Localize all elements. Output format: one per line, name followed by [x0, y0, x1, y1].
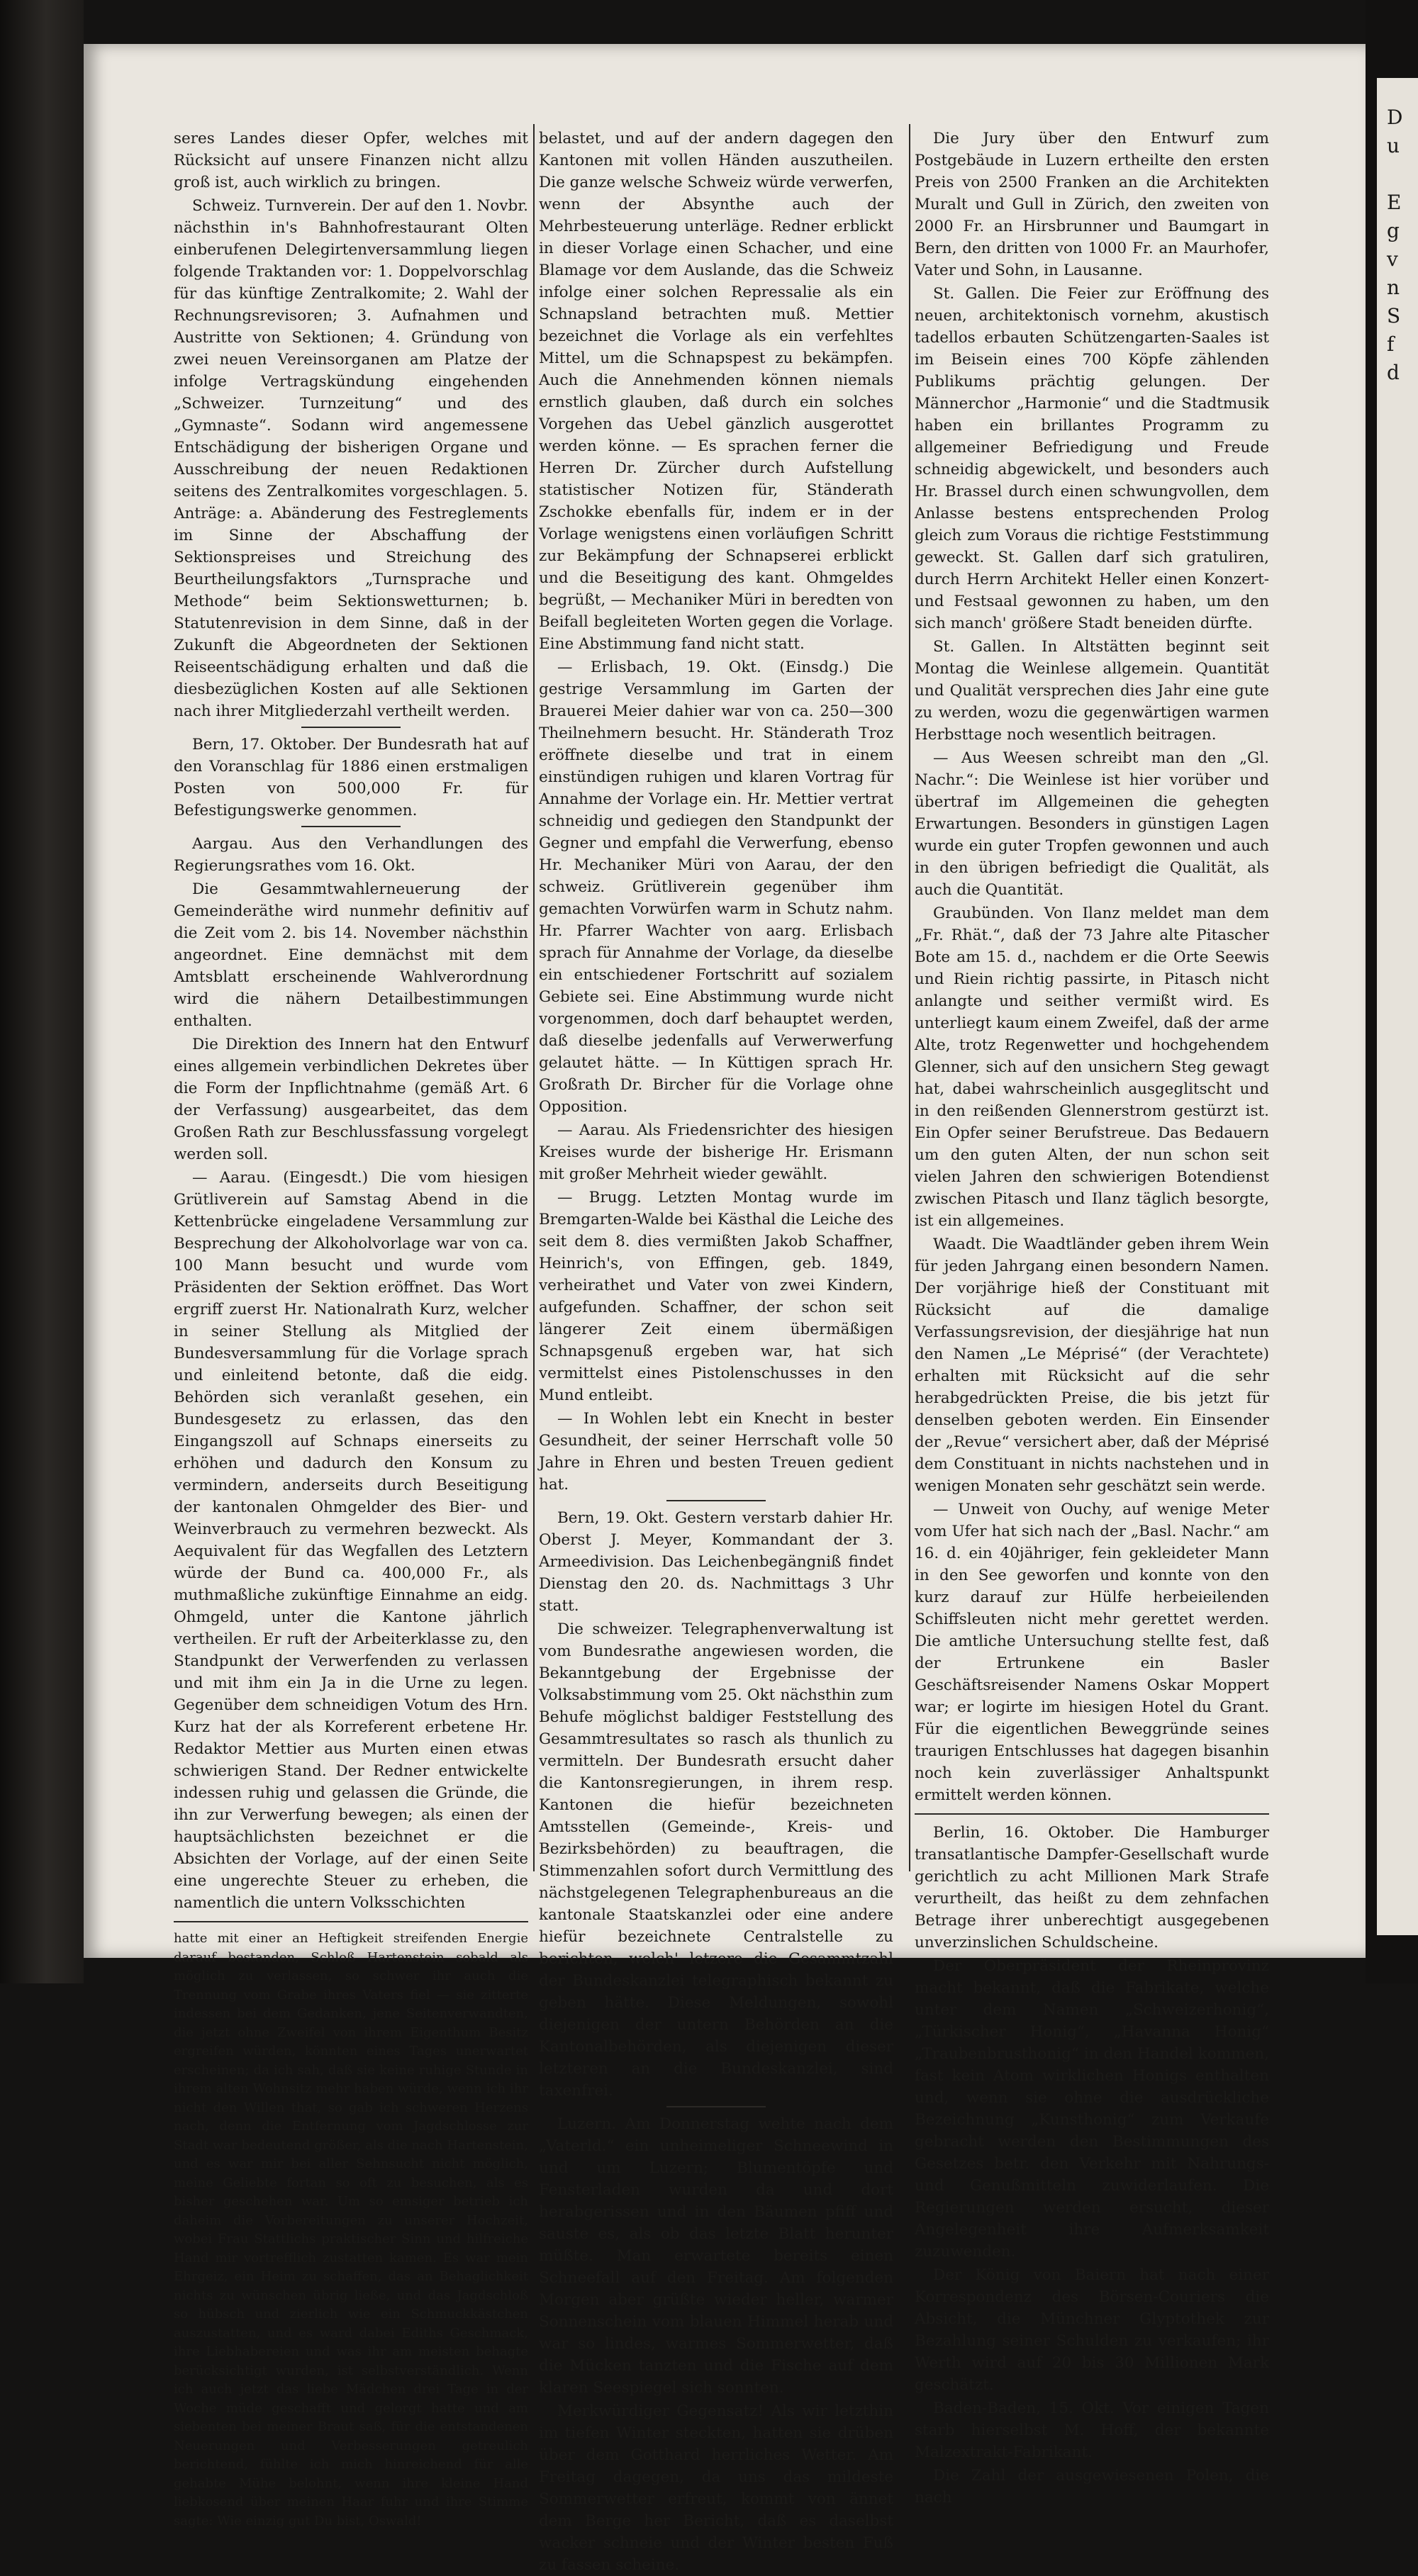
column-2 [539, 128, 894, 2574]
article-weesen: — Aus Weesen schreibt man den „Gl. Nachr.“: Die Weinlese ist hier vorüber und übertraf im Allgemeinen die gehegten Erwartungen. Besonders in günstigen Lagen wurde ein guter Tropfen gewonnen und auch in den übrigen befriedigt die Qualität, als auch die Quantität. [915, 749, 1269, 899]
article-separator [666, 2106, 766, 2107]
article-separator [301, 826, 401, 827]
article-graubuenden: Graubünden. Von Ilanz meldet man dem „Fr. Rhät.“, daß der 73 Jahre alte Pitascher Bote am 15. d., nachdem er die Orte Seewis und Riein richtig passirte, in Pitasch nicht anlangte und seither vermißt wird. Es unterliegt kaum einem Zweifel, daß der arme Alte, trotz Regenwetter und hochgehendem Glenner, sich auf den unsichern Steg gewagt hat, dabei wahrscheinlich ausgeglitscht und in den reißenden Glennerstrom gestürzt ist. Ein Opfer seiner Berufstreue. Das Bedauern um den guten Alten, der nun schon seit vielen Jahren den schwierigen Botendienst zwischen Pitasch und Ilanz täglich besorgte, ist ein allgemeines. [915, 905, 1269, 1230]
feuilleton-separator [174, 1921, 528, 1922]
article-paragraph: seres Landes dieser Opfer, welches mit Rücksicht auf unsere Finanzen nicht allzu groß ist, auch wirklich zu bringen. [174, 130, 528, 191]
article-paragraph: belastet, und auf der andern dagegen den Kantonen mit vollen Händen auszutheilen. Die ganze welsche Schweiz würde verwerfen, wenn der Absynthe auch der Mehrbesteuerung unterläge. Redner erblickt in dieser Vorlage einen Schacher, und eine Blamage vor dem Auslande, das die Schweiz infolge einer solchen Repressalie als ein Schnapsland betrachten muß. Mettier bezeichnet die Vorlage als ein verfehltes Mittel, um die Schnapspest zu bekämpfen. Auch die Annehmenden können niemals ernstlich glauben, daß durch ein solches Vorgehen das Uebel gänzlich ausgerottet werden könne. — Es sprachen ferner die Herren Dr. Zürcher durch Aufstellung statistischer Notizen für, Ständerath Zschokke ebenfalls für, indem er in der Vorlage wenigstens einen vorläufigen Schritt zur Bekämpfung der Schnapserei erblickt und die Beseitigung des kant. Ohmgeldes begrüßt, — Mechaniker Müri in beredten von Beifall begleiteten Worten gegen die Vorlage. Eine Abstimmung fand nicht statt. [539, 130, 894, 653]
article-paragraph: Die Gesammtwahlerneuerung der Gemeinderäthe wird nunmehr definitiv auf die Zeit vom 2. bis 14. November nächsthin angeordnet. Eine demnächst mit dem Amtsblatt erscheinende Wahlverordnung wird die nähern Detailbestimmungen enthalten. [174, 880, 528, 1030]
article-bern-17: Bern, 17. Oktober. Der Bundesrath hat auf den Voranschlag für 1886 einen erstmaligen Posten von 500,000 Fr. für Befestigungswerke genommen. [174, 736, 528, 819]
article-baiern: Der König von Baiern hat nach einer Korrespondenz des Börsen-Couriers die Absicht, die Münchner Glyptothek zur Bezahlung seiner Schulden zu verkaufen; ihr Werth wird auf 20 bis 30 Millionen Mark geschätzt. [915, 2266, 1269, 2394]
article-st-gallen-1: St. Gallen. Die Feier zur Eröffnung des neuen, architektonisch vornehm, akustisch tadellos erbauten Schützengarten-Saales ist im Beisein eines 700 Köpfe zählenden Publikums prächtig gelungen. Der Männerchor „Harmonie“ und die Stadtmusik haben ein brillantes Programm zu allgemeiner Befriedigung und Freude schneidig abgewickelt, und besonders auch Hr. Brassel durch einen schwungvollen, dem Anlasse bestens entsprechenden Prolog gleich zum Voraus die richtige Feststimmung geweckt. St. Gallen darf sich gratuliren, durch Herrn Architekt Heller einen Konzert- und Festsaal gewonnen zu haben, um den sich manch' größere Stadt beneiden dürfte. [915, 285, 1269, 632]
article-waadt: Waadt. Die Waadtländer geben ihrem Wein für jeden Jahrgang einen besondern Namen. Der vorjährige hieß der Constituant mit Rücksicht auf die damalige Verfassungsrevision, der diesjährige hat nun den Namen „Le Méprisé“ (der Verachtete) erhalten mit Rücksicht auf die sehr herabgedrückten Preise, die bis jetzt für denselben geboten werden. Ein Einsender der „Revue“ versichert aber, daß der Méprisé dem Constituant in nichts nachstehen und in wenigen Monaten sehr geschätzt sein werde. [915, 1236, 1269, 1495]
article-telegraph: Die schweizer. Telegraphenverwaltung ist vom Bundesrathe angewiesen worden, die Bekanntgebung der Ergebnisse der Volksabstimmung vom 25. Okt nächsthin zum Behufe möglichst baldiger Feststellung des Gesammtresultates so rasch als thunlich zu vermitteln. Der Bundesrath ersucht daher die Kantonsregierungen, in ihrem resp. Kantonen die hiefür bezeichneten Amtsstellen (Gemeinde-, Kreis- und Bezirksbehörden) zu beauftragen, die Stimmenzahlen sofort durch Vermittlung des nächstgelegenen Telegraphenbureaus an die kantonale Staatskanzlei oder eine andere hiefür bezeichnete Centralstelle zu berichten, welch' letzere die Gesammtzahl der Bundeskanzlei telegraphisch bekannt zu geben hätte. Diese Meldungen, sowohl diejenigen der untern Behörden an die Kantonalbehörden, als diejenigen dieser letzteren an die Bundeskanzlei, sind taxenfrei. [539, 1620, 893, 2100]
article-aarau-friedensrichter: — Aarau. Als Friedensrichter des hiesigen Kreises wurde der bisherige Hr. Erismann mit großer Mehrheit wieder gewählt. [539, 1121, 893, 1183]
article-bern-19: Bern, 19. Okt. Gestern verstarb dahier Hr. Oberst J. Meyer, Kommandant der 3. Armeedivision. Das Leichenbegängniß findet Dienstag den 20. ds. Nachmittags 3 Uhr statt. [539, 1509, 893, 1615]
column-1 [174, 128, 528, 2529]
adjacent-page-edge [1377, 78, 1418, 1935]
article-polen: Die Zahl der ausgewiesenen Polen, die nach [915, 2467, 1269, 2507]
feuilleton-text: hatte mit einer an Heftigkeit streifenden Energie darauf bestanden, Schloß Hartenstein sobald als möglich zu verlassen, so schwer ihr auch die Trennung vom Grabe ihres Vaters fiel — sie zitterte indessen bei dem Gedanken, jene Seitenverwandten, die jetzt ohne Zweifel von ihrem Eigenthum Besitz ergreifen würden, könnten eines Tages unerwartet erscheinen; da ich sah, daß sie keine ruhige Stunde in ihrem alten Wohnsitz mehr haben würde, wenn ich ihr nicht den Willen that, so gab ich schweren Herzens nach, denn die Entfernung vom Jagdschlosse zur Stadt war bedeutend größer, als die nach Hartenstein, und es war mir bei aller Sehnsucht nicht möglich, meine Geliebte fortan so oft zu besuchen, als es bisher geschehen war. Um so emsiger betrieb ich daheim die Vorbereitungen zu unserer Hochzeit, wobei Frau Stattlichs praktischer Sinn und hilfreiche Hand mir vortrefflich zustatten kamen. Es war mein Ehrgeiz, ein Heim zu schaffen, das an Behaglichkeit nichts zu wünschen übrig ließe, und das Jagdschloß so hübsch und zierlich wie ein Schmuckkästchen auszustatten, und es ward dabei Ediths Geschmack, ihre Liebhabereien und was ihr am meisten behagte berücksichtigt wurden, ist selbstverständlich. Wenn ich auch jetzt das liebe Mädchen drei Tage in der Woche müde geschafft und gelorgt hatte und am siebenten bei meiner Braut saß, für die entstandenen Neuerungen und Verbesserungen getreulich berichtend, fühlte ich mich hinreichend für alle gehabte Mühe belohnt, wenn ihre kleine Hand liebkosend über meinen Haar fuhr und ihre Stimme sagte: Wie einzig gut Du bist, Oswald! [174, 1931, 528, 2529]
column-rule-1 [533, 124, 535, 1871]
article-paragraph: Die Direktion des Innern hat den Entwurf eines allgemein verbindlichen Dekretes über die Form der Inpflichtnahme (gemäß Art. 6 der Verfassung) ausgearbeitet, das dem Großen Rath zur Beschlussfassung vorgelegt werden soll. [174, 1036, 528, 1163]
article-baden-baden: Baden-Baden, 15. Okt. Vor einigen Tagen starb hierselbst M. Hoff, der bekannte Malzextrakt-Fabrikant. [915, 2399, 1269, 2461]
section-separator [915, 1813, 1269, 1815]
article-kunsthonig: Der Oberpräsident der Rheinprovinz macht bekannt, daß die Fabrikate, welche unter dem Namen „Schweizerhonig“, „Türkischer Honig“, „Havanna Honig“ „Traubenbrusthonig“ in den Handel kommen, fast kein Atom wirklichen Honigs enthalten und, wenn sie ohne die ausdrückliche Bezeichnung „Kunsthonig“ zum Verkaufe gebracht werden den Bestimmungen des Gesetzes betr. den Verkehr mit Nahrungs- und Genußmitteln zuwiderlaufen. Die Regierungen werden ersucht, dieser Angelegenheit ihre Aufmerksamkeit zuzuwenden. [915, 1957, 1269, 2261]
column-rule-2 [909, 124, 910, 1871]
article-erlisbach: — Erlisbach, 19. Okt. (Einsdg.) Die gestrige Versammlung im Garten der Brauerei Meier dahier war von ca. 250—300 Theilnehmern besucht. Hr. Ständerath Troz eröffnete dieselbe und trat in einem einstündigen ruhigen und klaren Vortrag für Annahme der Vorlage ein. Hr. Mettier vertrat schneidig und gediegen den Standpunkt der Gegner und empfahl die Verwerfung, ebenso Hr. Mechaniker Müri von Aarau, der den schweiz. Grütliverein gegenüber ihm gemachten Vorwürfen warm in Schutz nahm. Hr. Pfarrer Wachter von aarg. Erlisbach sprach für Annahme der Vorlage, da dieselbe ein entschiedener Fortschritt auf sozialem Gebiete sei. Eine Abstimmung wurde nicht vorgenommen, doch darf behauptet werden, daß dieselbe jedenfalls auf Verwerwerfung gelautet hätte. — In Küttigen sprach Hr. Großrath Dr. Bircher für die Vorlage ohne Opposition. [539, 659, 893, 1116]
article-separator [666, 1500, 766, 1501]
article-postgebaeude: Die Jury über den Entwurf zum Postgebäude in Luzern ertheilte den ersten Preis von 2500 Franken an die Architekten Muralt und Gull in Zürich, den zweiten von 2000 Fr. an Hirsbrunner und Baumgart in Bern, den dritten von 1000 Fr. an Maurhofer, Vater und Sohn, in Lausanne. [915, 130, 1269, 279]
article-st-gallen-2: St. Gallen. In Altstätten beginnt seit Montag die Weinlese allgemein. Quantität und Qualität versprechen dies Jahr eine gute zu werden, wozu die gegenwärtigen warmen Herbsttage noch wesentlich beitragen. [915, 638, 1269, 744]
article-wohlen: — In Wohlen lebt ein Knecht in bester Gesundheit, der seiner Herrschaft volle 50 Jahre in Ehren und besten Treuen gedient hat. [539, 1410, 893, 1494]
feuilleton-story [174, 1930, 528, 2531]
article-aargau-heading: Aargau. Aus den Verhandlungen des Regierungsrathes vom 16. Okt. [174, 835, 528, 875]
article-turnverein: Schweiz. Turnverein. Der auf den 1. Novbr. nächsthin in's Bahnhofrestaurant Olten einberufenen Delegirtenversammlung liegen folgende Traktanden vor: 1. Doppelvorschlag für das künftige Zentralkomite; 2. Wahl der Rechnungsrevisoren; 3. Aufnahmen und Austritte von Sektionen; 4. Gründung von zwei neuen Vereinsorganen am Platze der infolge Vertragskündung eingehenden „Schweizer. Turnzeitung“ und des „Gymnaste“. Sodann wird angemessene Entschädigung der bisherigen Organe und Ausschreibung der neuen Redaktionen seitens des Zentralkomites vorgeschlagen. 5. Anträge: a. Abänderung des Festreglements im Sinne der Abschaffung der Sektionspreises und Streichung des Beurtheilungsfaktors „Turnsprache und Methode“ beim Sektionswetturnen; b. Statutenrevision in dem Sinne, daß in der Zukunft die Abgeordneten der Sektionen Reiseentschädigung erhalten und daß die diesbezüglichen Kosten auf alle Sektionen nach ihrer Mitgliederzahl vertheilt werden. [174, 197, 528, 720]
column-3 [915, 128, 1269, 2507]
adjacent-page-text: D u E g v n S f d [1387, 106, 1403, 384]
article-berlin: Berlin, 16. Oktober. Die Hamburger transatlantische Dampfer-Gesellschaft wurde gerichtlich zu acht Millionen Mark Strafe verurtheilt, das heißt zu dem zehnfachen Betrage ihrer unberechtigt ausgegebenen unverzinslichen Schuldscheine. [915, 1824, 1269, 1951]
article-separator [301, 727, 401, 728]
article-gegensatz: Merkwürdiger Gegensatz! Als wir letzthin im tiefen Winter steckten, hatten sie drüben über dem Gotthard herrliches Wetter. Am Freitag dagegen, da uns das mildeste Sommerwetter erfreut, kommt von ännet dem Berge her Bericht, daß es daselbst wacker schneie und der Winter besten Fuß zu fassen scheine. [539, 2402, 893, 2574]
article-ouchy: — Unweit von Ouchy, auf wenige Meter vom Ufer hat sich nach der „Basl. Nachr.“ am 16. d. ein 40jähriger, fein gekleideter Mann in den See geworfen und konnte von den kurz darauf zur Hülfe herbeieilenden Schiffsleuten nicht mehr gerettet werden. Die amtliche Untersuchung stellte fest, daß der Ertrunkene ein Basler Geschäftsreisender Namens Oskar Moppert war; er logirte im hiesigen Hotel du Grant. Für die eigentlichen Beweggründe seines traurigen Entschlusses hat dagegen bisanhin noch kein zuverlässiger Anhaltspunkt ermittelt werden können. [915, 1501, 1269, 1804]
article-luzern: Luzern. Am Donnerstag wehte nach dem „Vaterld.“ ein unheimeliger Schneewind in und um Luzern; Blumentöpfe und Fensterladen wurden da und dort herabgerissen und in den Bäumen pfiff und sauste es, als ob das letzte Blatt herunter müßte. Man erwartete bereits einen Schneefall auf den Freitag. Am folgenden Morgen aber grüßte wieder heller, warmer Sonnenschein vom blauen Himmel herab und war so lindes, warmes Sommerwetter, daß die Mücken tanzten und die Fische auf dem klaren Seespiegel sich sonnten. [539, 2115, 893, 2397]
book-binding [0, 0, 84, 1983]
article-brugg: — Brugg. Letzten Montag wurde im Bremgarten-Walde bei Kästhal die Leiche des seit dem 8. dies vermißten Jakob Schaffner, Heinrich's, von Effingen, geb. 1849, verheirathet und Vater von zwei Kindern, aufgefunden. Schaffner, der schon seit längerer Zeit einem übermäßigen Schnapsgenuß ergeben war, hat sich vermittelst eines Pistolenschusses in den Mund entleibt. [539, 1189, 893, 1404]
article-aarau-eingesandt: — Aarau. (Eingesdt.) Die vom hiesigen Grütliverein auf Samstag Abend in die Kettenbrücke eingeladene Versammlung zur Besprechung der Alkoholvorlage war von ca. 100 Mann besucht und wurde vom Präsidenten der Sektion eröffnet. Das Wort ergriff zuerst Hr. Nationalrath Kurz, welcher in seiner Stellung als Mitglied der Bundesversammlung für die Vorlage sprach und einleitend betonte, daß die eidg. Behörden sich veranlaßt gesehen, ein Bundesgesetz zu erlassen, das den Eingangszoll auf Schnaps einerseits zu erhöhen und dadurch den Konsum zu vermindern, anderseits durch Beseitigung der kantonalen Ohmgelder des Bier- und Weinverbrauch zu vermehren bezweckt. Als Aequivalent für das Wegfallen des Letztern würde der Bund ca. 400,000 Fr., als muthmaßliche zukünftige Einnahme an eidg. Ohmgeld, unter die Kantone jährlich vertheilen. Er ruft der Arbeiterklasse zu, den Standpunkt der Verwerfenden zu verlassen und mit ihm ein Ja in die Urne zu legen. Gegenüber dem schneidigen Votum des Hrn. Kurz hat der als Korreferent erbetene Hr. Redaktor Mettier aus Murten einen etwas schwierigen Stand. Der Redner entwickelte indessen ruhig und gelassen die Gründe, die ihn zur Verwerfung bewegen; als einen der hauptsächlichsten bezeichnet er die Absichten der Vorlage, auf der einen Seite eine ungerechte Steuer zu erheben, die namentlich die untern Volksschichten [174, 1169, 528, 1912]
